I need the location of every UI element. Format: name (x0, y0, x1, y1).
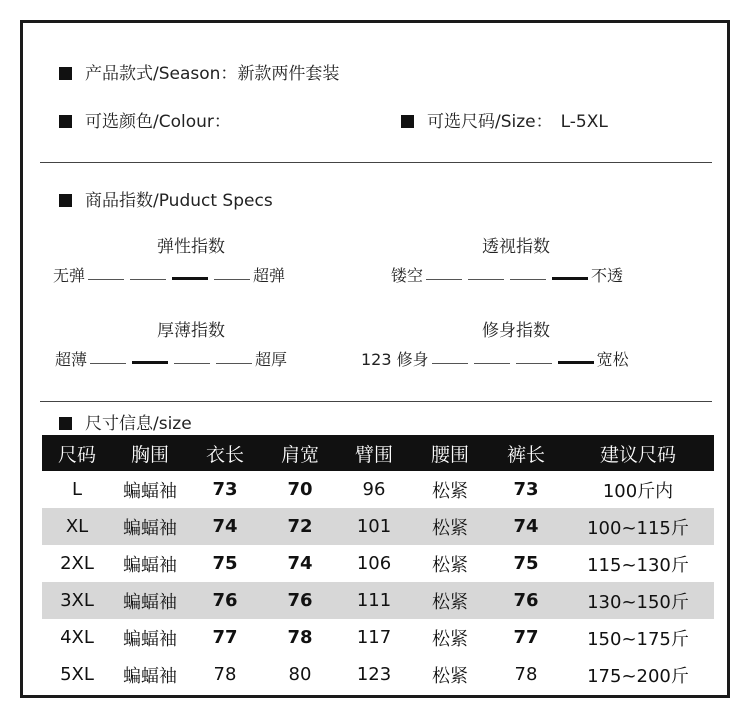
column-header: 臂围 (338, 435, 410, 471)
waist-cell: 松紧 (410, 508, 490, 545)
divider (40, 401, 712, 402)
column-header: 裤长 (490, 435, 562, 471)
bullet-square-icon (59, 417, 72, 430)
elasticity-title: 弹性指数 (157, 237, 225, 257)
index-segment (216, 363, 252, 364)
colour-label: 可选颜色/Colour： (85, 112, 231, 132)
size-info-title-text: 尺寸信息/size (85, 414, 192, 434)
index-segment (474, 363, 510, 364)
size-cell: 4XL (60, 627, 94, 648)
length-cell: 73 (212, 479, 238, 500)
thickness-right-label: 超厚 (255, 350, 288, 369)
waist-cell: 松紧 (410, 582, 490, 619)
size-info-title (59, 409, 192, 434)
season-label: 产品款式/Season： (85, 64, 238, 84)
column-header: 衣长 (188, 435, 262, 471)
chest-cell: 蝙蝠袖 (123, 480, 177, 502)
column-header: 尺码 (42, 435, 112, 471)
bullet-square-icon (59, 115, 72, 128)
length-cell: 78 (213, 664, 237, 685)
bullet-square-icon (59, 194, 72, 207)
bullet-square-icon (401, 115, 414, 128)
size-range-label: 可选尺码/Size： (427, 112, 553, 132)
chest-cell: 蝙蝠袖 (123, 665, 177, 687)
size-cell: 5XL (60, 664, 94, 685)
recommended-size-cell: 130~150斤 (562, 582, 714, 619)
index-marker (172, 277, 208, 280)
chest-cell: 蝙蝠袖 (123, 554, 177, 576)
transparency-right-label: 不透 (591, 266, 624, 285)
shoulder-cell: 70 (287, 479, 313, 500)
pants-length-cell: 74 (490, 508, 562, 545)
pants-length-cell: 78 (514, 664, 538, 685)
arm-cell: 123 (356, 664, 392, 685)
recommended-size-cell: 150~175斤 (587, 628, 689, 650)
specs-title-text: 商品指数/Puduct Specs (85, 191, 273, 211)
column-header: 胸围 (112, 435, 188, 471)
thickness-title: 厚薄指数 (157, 321, 225, 341)
shoulder-cell: 72 (262, 508, 338, 545)
thickness-scale (55, 347, 287, 370)
size-cell: L (71, 479, 83, 500)
recommended-size-cell: 100~115斤 (562, 508, 714, 545)
index-marker (132, 361, 168, 364)
pants-length-cell: 77 (513, 627, 539, 648)
pants-length-cell: 73 (513, 479, 539, 500)
size-table (42, 435, 714, 693)
colour-row (59, 107, 231, 132)
spec-sheet-frame (20, 20, 730, 698)
length-cell: 76 (188, 582, 262, 619)
waist-cell: 松紧 (432, 665, 468, 687)
recommended-size-cell: 175~200斤 (587, 665, 689, 687)
index-segment (426, 279, 462, 280)
chest-cell: 蝙蝠袖 (123, 628, 177, 650)
elasticity-scale (53, 263, 285, 286)
arm-cell: 111 (338, 582, 410, 619)
index-segment (432, 363, 468, 364)
fit-right-label: 宽松 (596, 350, 629, 369)
size-cell: 2XL (60, 553, 94, 574)
waist-cell: 松紧 (432, 628, 468, 650)
table-row (42, 471, 714, 508)
transparency-left-label: 镂空 (391, 266, 424, 285)
waist-cell: 松紧 (432, 480, 468, 502)
fit-bar (429, 349, 597, 368)
transparency-scale (391, 263, 623, 286)
table-header-row (42, 435, 714, 471)
waist-cell: 松紧 (432, 554, 468, 576)
column-header: 肩宽 (262, 435, 338, 471)
length-cell: 77 (212, 627, 238, 648)
shoulder-cell: 80 (288, 664, 312, 685)
index-segment (468, 279, 504, 280)
index-segment (174, 363, 210, 364)
table-row (42, 619, 714, 656)
pants-length-cell: 75 (513, 553, 539, 574)
column-header: 建议尺码 (562, 435, 714, 471)
shoulder-cell: 78 (287, 627, 313, 648)
column-header: 腰围 (410, 435, 490, 471)
index-segment (214, 279, 250, 280)
size-range-value: L-5XL (560, 112, 608, 132)
length-cell: 75 (212, 553, 238, 574)
arm-cell: 117 (356, 627, 392, 648)
index-segment (88, 279, 124, 280)
shoulder-cell: 76 (262, 582, 338, 619)
size-cell: 3XL (42, 582, 112, 619)
thickness-left-label: 超薄 (55, 350, 88, 369)
chest-cell: 蝙蝠袖 (112, 582, 188, 619)
fit-title: 修身指数 (482, 321, 550, 341)
arm-cell: 96 (362, 479, 386, 500)
elasticity-bar (85, 265, 253, 284)
index-marker (558, 361, 594, 364)
pants-length-cell: 76 (490, 582, 562, 619)
transparency-bar (423, 265, 591, 284)
index-segment (510, 279, 546, 280)
specs-title (59, 186, 273, 211)
index-marker (552, 277, 588, 280)
table-row (42, 656, 714, 693)
elasticity-right-label: 超弹 (253, 266, 286, 285)
length-cell: 74 (188, 508, 262, 545)
divider (40, 162, 712, 163)
arm-cell: 101 (338, 508, 410, 545)
index-segment (516, 363, 552, 364)
table-row (42, 545, 714, 582)
bullet-square-icon (59, 67, 72, 80)
chest-cell: 蝙蝠袖 (112, 508, 188, 545)
fit-scale (361, 347, 629, 370)
table-row (42, 582, 714, 619)
index-segment (90, 363, 126, 364)
recommended-size-cell: 100斤内 (602, 480, 674, 502)
season-value: 新款两件套装 (237, 64, 340, 84)
season-row (59, 59, 339, 84)
elasticity-left-label: 无弹 (53, 266, 86, 285)
transparency-title: 透视指数 (482, 237, 550, 257)
arm-cell: 106 (356, 553, 392, 574)
shoulder-cell: 74 (287, 553, 313, 574)
table-row (42, 508, 714, 545)
index-segment (130, 279, 166, 280)
thickness-bar (87, 349, 255, 368)
size-cell: XL (42, 508, 112, 545)
fit-left-label: 123 修身 (361, 350, 429, 369)
recommended-size-cell: 115~130斤 (587, 554, 689, 576)
size-range-row (401, 107, 608, 132)
